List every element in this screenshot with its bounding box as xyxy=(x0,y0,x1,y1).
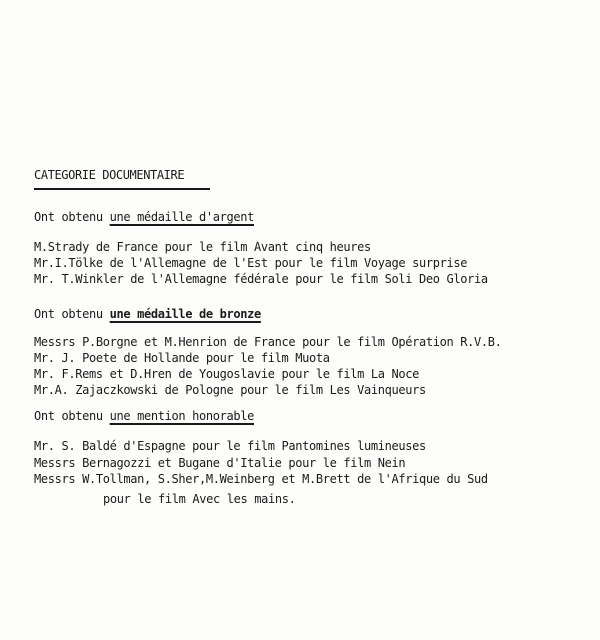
award-honorable: une mention honorable xyxy=(109,409,254,423)
section-intro-bronze xyxy=(34,307,261,321)
award-line: Mr. S. Baldé d'Espagne pour le film Pantomines lumineuses xyxy=(34,439,426,453)
section-intro-honorable xyxy=(34,409,254,423)
award-silver: une médaille d'argent xyxy=(109,210,254,224)
award-line: Mr. F.Rems et D.Hren de Yougoslavie pour le film La Noce xyxy=(34,367,419,381)
category-heading: CATEGORIE DOCUMENTAIRE xyxy=(34,168,185,182)
heading-underline xyxy=(34,188,210,190)
award-bronze: une médaille de bronze xyxy=(109,307,261,321)
award-line: Mr.A. Zajaczkowski de Pologne pour le film Les Vainqueurs xyxy=(34,383,426,397)
award-line: Messrs Bernagozzi et Bugane d'Italie pour le film Nein xyxy=(34,456,406,470)
award-line: Mr. J. Poete de Hollande pour le film Muota xyxy=(34,351,330,365)
award-line: Mr.I.Tölke de l'Allemagne de l'Est pour le film Voyage surprise xyxy=(34,256,468,270)
award-line: pour le film Avec les mains. xyxy=(103,492,296,506)
award-line: M.Strady de France pour le film Avant cinq heures xyxy=(34,240,371,254)
award-line: Mr. T.Winkler de l'Allemagne fédérale pour le film Soli Deo Gloria xyxy=(34,272,488,286)
intro-prefix: Ont obtenu xyxy=(34,307,110,321)
award-line: Messrs P.Borgne et M.Henrion de France pour le film Opération R.V.B. xyxy=(34,335,502,349)
section-intro-silver xyxy=(34,210,254,224)
intro-prefix: Ont obtenu xyxy=(34,210,110,224)
award-line: Messrs W.Tollman, S.Sher,M.Weinberg et M.Brett de l'Afrique du Sud xyxy=(34,472,488,486)
intro-prefix: Ont obtenu xyxy=(34,409,110,423)
